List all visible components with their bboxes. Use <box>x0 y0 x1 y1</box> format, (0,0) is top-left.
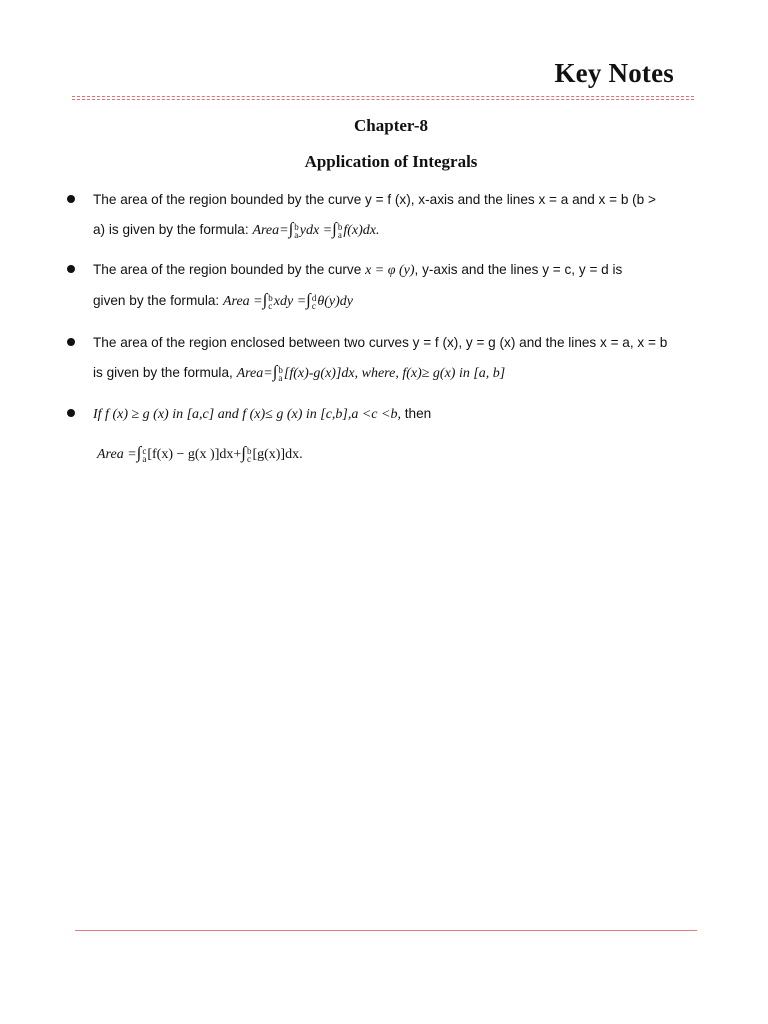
integral-sign: ∫ <box>136 443 142 462</box>
integrand: [f(x)-g(x)]dx, where, f(x)≥ g(x) in [a, b] <box>283 366 506 381</box>
item-4-condition: If f (x) ≥ g (x) in [a,c] and f (x)≤ g (x) in [c,b],a <c <b, <box>93 407 401 422</box>
upper-limit: b <box>294 221 299 232</box>
integrand: θ(y)dy <box>317 294 353 309</box>
upper-limit: b <box>246 445 252 456</box>
header-divider <box>72 96 694 97</box>
footer-divider <box>75 930 697 931</box>
integral-sign: ∫ <box>272 362 278 381</box>
integral-sign: ∫ <box>288 219 294 238</box>
item-2-curve: x = φ (y) <box>365 263 415 278</box>
lower-limit: a <box>337 229 342 240</box>
item-2 <box>93 255 713 316</box>
integrand: ydx = <box>299 223 333 238</box>
lower-limit: c <box>246 453 251 464</box>
integral-sign: ∫ <box>262 290 268 309</box>
item-3 <box>93 328 713 388</box>
integrand: xdy = <box>273 294 307 309</box>
integral-limits <box>142 447 146 463</box>
integral-sign: ∫ <box>306 290 311 309</box>
bullet-2 <box>67 265 75 273</box>
lower-limit: c <box>268 300 273 311</box>
header-divider-secondary <box>72 99 694 100</box>
integral-sign: ∫ <box>241 443 246 462</box>
lower-limit: a <box>278 372 283 383</box>
integral-limits <box>268 294 273 310</box>
upper-limit: b <box>278 364 283 375</box>
bullet-3 <box>67 338 75 346</box>
bullet-4 <box>67 409 75 417</box>
item-4-then: then <box>404 406 432 421</box>
integral-limits <box>278 366 283 382</box>
upper-limit: b <box>337 221 343 232</box>
item-2-text-a1: The area of the region bounded by the curve <box>93 262 362 277</box>
formula-lhs: Area = <box>222 294 263 309</box>
item-3-formula <box>236 362 506 383</box>
integral-limits <box>312 294 317 310</box>
integral-limits <box>338 223 343 239</box>
item-3-text-a: The area of the region enclosed between two curves y = f (x), y = g (x) and the lines x = a, x = b <box>93 335 668 350</box>
formula-lhs: Area = <box>97 447 137 462</box>
upper-limit: d <box>311 292 317 303</box>
item-4-formula <box>97 443 303 463</box>
upper-limit: c <box>142 445 147 456</box>
item-1-formula <box>252 219 380 240</box>
item-4 <box>93 399 713 429</box>
integral-sign: ∫ <box>332 219 337 238</box>
integral-limits <box>247 447 252 463</box>
item-1-text-b: a) is given by the formula: <box>93 222 249 237</box>
integral-limits <box>294 223 299 239</box>
upper-limit: b <box>268 292 273 303</box>
item-2-text-b: given by the formula: <box>93 293 220 308</box>
lower-limit: a <box>142 453 147 464</box>
chapter-heading: Chapter-8 <box>354 116 428 135</box>
lower-limit: a <box>294 229 299 240</box>
lower-limit: c <box>311 300 316 311</box>
item-1-text-a: The area of the region bounded by the curve y = f (x), x-axis and the lines x = a and x = b (b > <box>93 192 656 207</box>
integrand: [f(x) − g(x )]dx+ <box>147 447 242 462</box>
item-3-text-b: is given by the formula, <box>93 365 233 380</box>
integrand: [g(x)]dx. <box>252 447 303 462</box>
bullet-1 <box>67 195 75 203</box>
subject-heading: Application of Integrals <box>304 152 478 171</box>
header-title: Key Notes <box>554 58 674 88</box>
formula-lhs: Area= <box>252 223 289 238</box>
item-1 <box>93 185 713 245</box>
item-2-formula <box>222 290 353 311</box>
item-2-text-a2: , y-axis and the lines y = c, y = d is <box>414 262 623 277</box>
formula-lhs: Area= <box>236 366 273 381</box>
integrand: f(x)dx. <box>343 223 380 238</box>
